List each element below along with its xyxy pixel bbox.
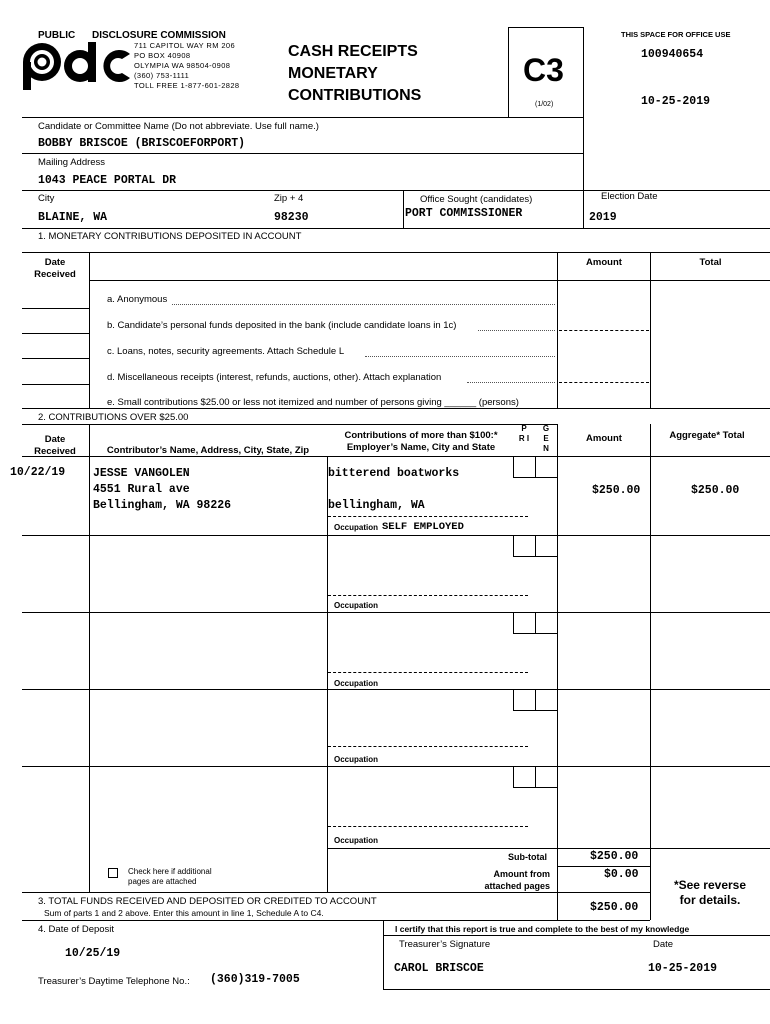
occupation-label: Occupation [334, 755, 379, 764]
form-code: C3 [523, 52, 564, 88]
section2-date-header-text: Date Received [34, 434, 76, 457]
office-sought-label: Office Sought (candidates) [420, 194, 533, 205]
general-checkbox[interactable] [535, 612, 558, 634]
agency-address-line: 711 CAPITOL WAY RM 206 [134, 41, 236, 50]
entry-amount: $250.00 [592, 484, 641, 497]
phone-label: Treasurer’s Daytime Telephone No.: [38, 976, 190, 987]
occupation-label: Occupation [334, 523, 379, 532]
treasurer-phone: (360)319-7005 [210, 973, 300, 986]
certification-statement: I certify that this report is true and complete to the best of my knowledge [395, 924, 690, 934]
occupation-label: Occupation [334, 679, 379, 688]
occupation-label: Occupation [334, 836, 379, 845]
section3-total: $250.00 [590, 901, 639, 914]
occupation-label: Occupation [334, 601, 379, 610]
section1-date-header [24, 257, 86, 281]
general-checkbox[interactable] [535, 535, 558, 557]
section2-title: 2. CONTRIBUTIONS OVER $25.00 [38, 412, 189, 423]
attached-pages-label [470, 868, 550, 892]
entry-employer-city: bellingham, WA [328, 499, 425, 512]
primary-checkbox[interactable] [513, 535, 536, 557]
additional-pages-label-line: pages are attached [128, 877, 197, 886]
section1-row-small: e. Small contributions $25.00 or less not itemized and number of persons giving ______ (persons) [107, 397, 519, 408]
subtotal-label: Sub-total [508, 852, 547, 862]
agency-address-line: OLYMPIA WA 98504-0908 [134, 61, 231, 70]
entry-occupation: SELF EMPLOYED [382, 521, 464, 533]
deposit-date: 10/25/19 [65, 947, 121, 960]
section1-date-header-text: Date Received [34, 257, 76, 280]
form-title [288, 41, 421, 107]
form-title-line: CONTRIBUTIONS [288, 87, 422, 104]
primary-header: P R I [518, 424, 530, 443]
entry-date: 10/22/19 [10, 466, 66, 479]
election-date: 2019 [589, 211, 617, 224]
entry-address: 4551 Rural ave [93, 483, 190, 496]
primary-checkbox[interactable] [513, 689, 536, 711]
certification-date: 10-25-2019 [648, 962, 718, 975]
entry-employer: bitterend boatworks [328, 467, 460, 480]
agency-name-right: DISCLOSURE COMMISSION [92, 30, 226, 41]
general-checkbox[interactable] [535, 456, 558, 478]
zip-label: Zip + 4 [274, 193, 304, 204]
agency-address-line: TOLL FREE 1-877-601-2828 [134, 81, 240, 90]
office-sought: PORT COMMISSIONER [405, 207, 523, 220]
form-title-line: MONETARY [288, 65, 378, 82]
additional-pages-label-line: Check here if additional [128, 867, 212, 876]
entry-name: JESSE VANGOLEN [93, 467, 190, 480]
mailing-address-label: Mailing Address [38, 157, 106, 168]
candidate-name-label: Candidate or Committee Name (Do not abbreviate. Use full name.) [38, 121, 319, 132]
city-label: City [38, 193, 55, 204]
primary-checkbox[interactable] [513, 612, 536, 634]
entry-aggregate: $250.00 [691, 484, 740, 497]
agency-address-line: (360) 753-1111 [134, 71, 190, 80]
primary-checkbox[interactable] [513, 456, 536, 478]
section3-title: 3. TOTAL FUNDS RECEIVED AND DEPOSITED OR CREDITED TO ACCOUNT [38, 896, 377, 907]
form-code-box [508, 27, 584, 118]
section1-row-misc: d. Miscellaneous receipts (interest, refunds, auctions, other). Attach explanation [107, 372, 442, 383]
pdc-logo [22, 40, 132, 92]
section1-amount-header: Amount [586, 257, 622, 268]
see-reverse-line: *See reverse [673, 878, 747, 892]
signature-label: Treasurer’s Signature [399, 939, 491, 950]
general-checkbox[interactable] [535, 766, 558, 788]
attached-pages-label-line: attached pages [484, 881, 550, 891]
election-date-label: Election Date [601, 191, 658, 202]
see-reverse-line: for details. [679, 893, 741, 907]
section2-amount-header: Amount [586, 433, 622, 444]
attached-pages-amount: $0.00 [604, 868, 639, 881]
cert-date-label: Date [653, 939, 674, 950]
agency-name-left: PUBLIC [38, 30, 76, 41]
section1-row-loans: c. Loans, notes, security agreements. Attach Schedule L [107, 346, 345, 357]
see-reverse-note [660, 878, 760, 908]
agency-address-line: PO BOX 40908 [134, 51, 191, 60]
zip: 98230 [274, 211, 309, 224]
section1-title: 1. MONETARY CONTRIBUTIONS DEPOSITED IN ACCOUNT [38, 231, 302, 242]
form-revision: (1/02) [535, 101, 554, 108]
section1-row-personal-funds: b. Candidate’s personal funds deposited in the bank (include candidate loans in 1c) [107, 320, 457, 331]
general-checkbox[interactable] [535, 689, 558, 711]
section1-row-anonymous: a. Anonymous [107, 294, 168, 305]
entry-city: Bellingham, WA 98226 [93, 499, 232, 512]
contributor-header: Contributor’s Name, Address, City, State, Zip [106, 445, 310, 456]
treasurer-signature: CAROL BRISCOE [394, 962, 484, 975]
form-title-line: CASH RECEIPTS [288, 43, 418, 60]
primary-checkbox[interactable] [513, 766, 536, 788]
candidate-name: BOBBY BRISCOE (BRISCOEFORPORT) [38, 137, 246, 150]
agency-header [22, 28, 282, 98]
employer-header-1: Contributions of more than $100:* [344, 430, 498, 441]
mailing-address: 1043 PEACE PORTAL DR [38, 174, 177, 187]
employer-header-2: Employer’s Name, City and State [346, 442, 496, 453]
aggregate-header: Aggregate* Total [669, 430, 745, 441]
section4-title: 4. Date of Deposit [38, 924, 115, 935]
office-use-date: 10-25-2019 [641, 95, 711, 108]
section3-subtitle: Sum of parts 1 and 2 above. Enter this amount in line 1, Schedule A to C4. [44, 908, 324, 918]
city: BLAINE, WA [38, 211, 108, 224]
office-use-number: 100940654 [641, 48, 704, 61]
subtotal-amount: $250.00 [590, 850, 639, 863]
attached-pages-label-line: Amount from [493, 869, 550, 879]
general-header: G E N [542, 424, 550, 453]
section2-date-header [24, 434, 86, 458]
section1-total-header: Total [699, 257, 722, 268]
additional-pages-checkbox[interactable] [108, 868, 118, 878]
additional-pages-label [128, 867, 212, 887]
office-use-label: THIS SPACE FOR OFFICE USE [621, 30, 731, 39]
agency-address [134, 41, 240, 91]
